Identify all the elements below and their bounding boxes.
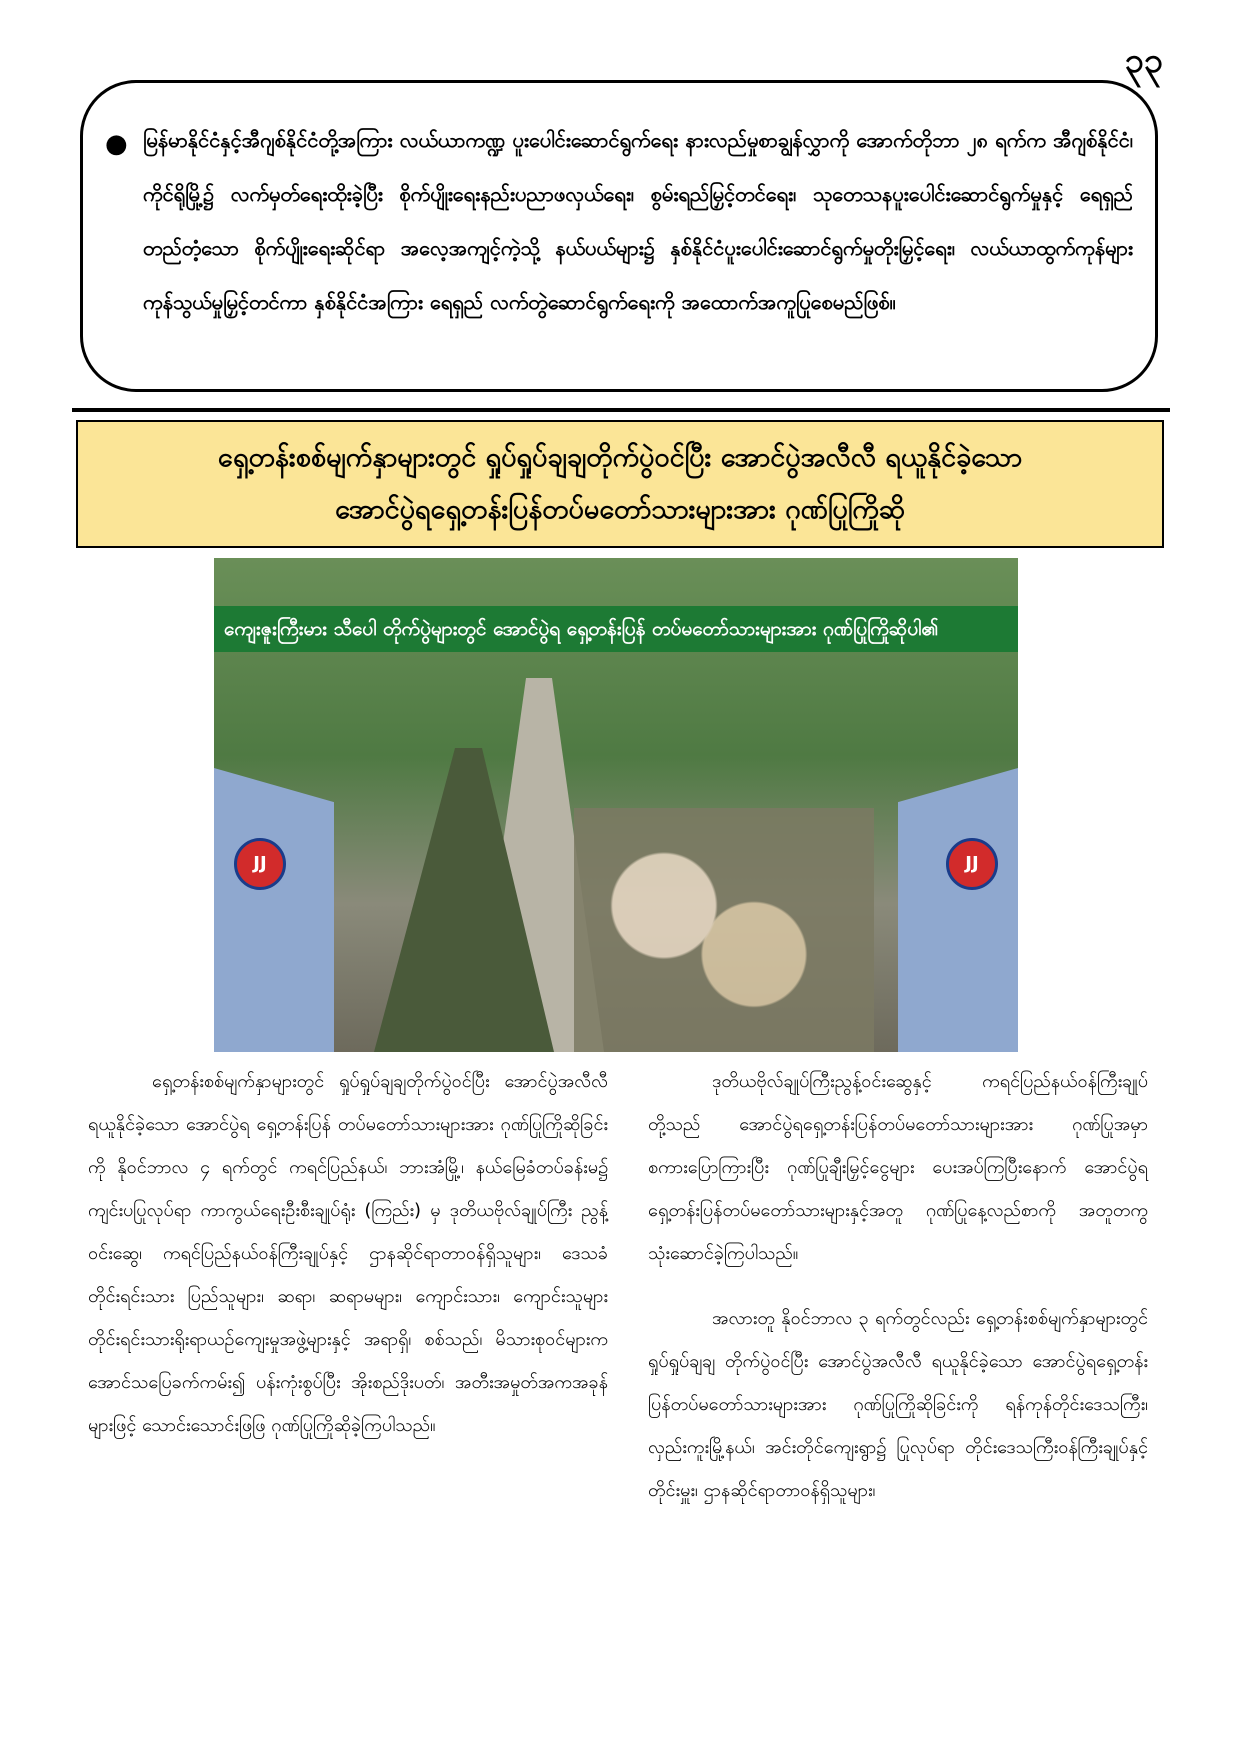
paragraph: အလားတူ နိုဝင်ဘာလ ၃ ရက်တွင်လည်း ရှေ့တန်းစစ်မျက်နှာများတွင် ရှုပ်ရှုပ်ချချ တိုက်ပွဲဝင်ပြီး အောင်ပွဲအလီလီ ရယူနိုင်ခဲ့သော အောင်ပွဲရရှေ့တန်းပြန်တပ်မတော်သားများအား ဂုဏ်ပြုကြိုဆိုခြင်းကို ရန်ကုန်တိုင်းဒေသကြီး၊ လှည်းကူးမြို့နယ်၊ အင်းတိုင်ကျေးရွာ၌ ပြုလုပ်ရာ တိုင်းဒေသကြီးဝန်ကြီးချုပ်နှင့် တိုင်းမှူး၊ ဌာနဆိုင်ရာတာဝန်ရှိသူများ၊ [648, 1308, 1148, 1501]
article-photo [214, 558, 1018, 1052]
article-column-right [648, 1060, 1148, 1534]
emblem-icon-left: JJ [234, 838, 286, 890]
section-divider [72, 408, 1170, 412]
photo-gate-right [898, 768, 1018, 1052]
bullet-text: မြန်မာနိုင်ငံနှင့်အီဂျစ်နိုင်ငံတို့အကြား လယ်ယာကဏ္ဍ ပူးပေါင်းဆောင်ရွက်ရေး နားလည်မှုစာချွန်လွှာကို အောက်တိုဘာ ၂၈ ရက်က အီဂျစ်နိုင်ငံ၊ ကိုင်ရိုမြို့၌ လက်မှတ်ရေးထိုးခဲ့ပြီး စိုက်ပျိုးရေးနည်းပညာဖလှယ်ရေး၊ စွမ်းရည်မြှင့်တင်ရေး၊ သုတေသနပူးပေါင်းဆောင်ရွက်မှုနှင့် ရေရှည်တည်တံ့သော စိုက်ပျိုးရေးဆိုင်ရာ အလေ့အကျင့်ကဲ့သို့ နယ်ပယ်များ၌ နှစ်နိုင်ငံပူးပေါင်းဆောင်ရွက်မှုတိုးမြှင့်ရေး၊ လယ်ယာထွက်ကုန်များ ကုန်သွယ်မှုမြှင့်တင်ကာ နှစ်နိုင်ငံအကြား ရေရှည် လက်တွဲဆောင်ရွက်ရေးကို အထောက်အကူပြုစေမည်ဖြစ်။ [143, 128, 1133, 314]
article-title-line-2: အောင်ပွဲရရှေ့တန်းပြန်တပ်မတော်သားများအား ဂုဏ်ပြုကြိုဆို [335, 494, 905, 525]
paragraph: ရှေ့တန်းစစ်မျက်နှာများတွင် ရှုပ်ရှုပ်ချချတိုက်ပွဲဝင်ပြီး အောင်ပွဲအလီလီ ရယူနိုင်ခဲ့သော အောင်ပွဲရ ရှေ့တန်းပြန် တပ်မတော်သားများအား ဂုဏ်ပြုကြိုဆိုခြင်းကို နိုဝင်ဘာလ ၄ ရက်တွင် ကရင်ပြည်နယ်၊ ဘားအံမြို့၊ နယ်မြေခံတပ်ခန်းမ၌ ကျင်းပပြုလုပ်ရာ ကာကွယ်ရေးဦးစီးချုပ်ရုံး (ကြည်း) မှ ဒုတိယဗိုလ်ချုပ်ကြီး ညွန့်ဝင်းဆွေ၊ ကရင်ပြည်နယ်ဝန်ကြီးချုပ်နှင့် ဌာနဆိုင်ရာတာဝန်ရှိသူများ၊ ဒေသခံတိုင်းရင်းသား ပြည်သူများ၊ ဆရာ၊ ဆရာမများ၊ ကျောင်းသား၊ ကျောင်းသူများ တိုင်းရင်းသားရိုးရာယဉ်ကျေးမှုအဖွဲ့များနှင့် အရာရှိ၊ စစ်သည်၊ မိသားစုဝင်များက အောင်သပြေခက်ကမ်း၍ ပန်းကုံးစွပ်ပြီး အိုးစည်ဒိုးပတ်၊ အတီးအမှုတ်အကအခုန်များဖြင့် သောင်းသောင်းဖြဖြ ဂုဏ်ပြုကြိုဆိုခဲ့ကြပါသည်။ [88, 1071, 608, 1436]
photo-banner: ကျေးဇူးကြီးမား သီပေါ တိုက်ပွဲများတွင် အောင်ပွဲရ ရှေ့တန်းပြန် တပ်မတော်သားများအား ဂုဏ်ပြုကြိုဆိုပါ၏ [214, 606, 1018, 652]
article-title-box [76, 420, 1164, 548]
photo-gate-left [214, 768, 334, 1052]
emblem-icon-right: JJ [946, 838, 998, 890]
news-bullet-box [80, 80, 1158, 392]
article-column-left [88, 1060, 608, 1469]
page-number: ၃၃ [1124, 41, 1163, 81]
paragraph: ဒုတိယဗိုလ်ချုပ်ကြီးညွန့်ဝင်းဆွေနှင့် ကရင်ပြည်နယ်ဝန်ကြီးချုပ်တို့သည် အောင်ပွဲရရှေ့တန်းပြန်တပ်မတော်သားများအား ဂုဏ်ပြုအမှာစကားပြောကြားပြီး ဂုဏ်ပြုချီးမြှင့်ငွေများ ပေးအပ်ကြပြီးနောက် အောင်ပွဲရရှေ့တန်းပြန်တပ်မတော်သားများနှင့်အတူ ဂုဏ်ပြုနေ့လည်စာကို အတူတကွ သုံးဆောင်ခဲ့ကြပါသည်။ [648, 1071, 1148, 1264]
photo-crowd [574, 808, 874, 1052]
article-title-line-1: ရှေ့တန်းစစ်မျက်နှာများတွင် ရှုပ်ရှုပ်ချချတိုက်ပွဲဝင်ပြီး အောင်ပွဲအလီလီ ရယူနိုင်ခဲ့သော [217, 442, 1023, 473]
bullet-icon: ● [105, 129, 128, 159]
